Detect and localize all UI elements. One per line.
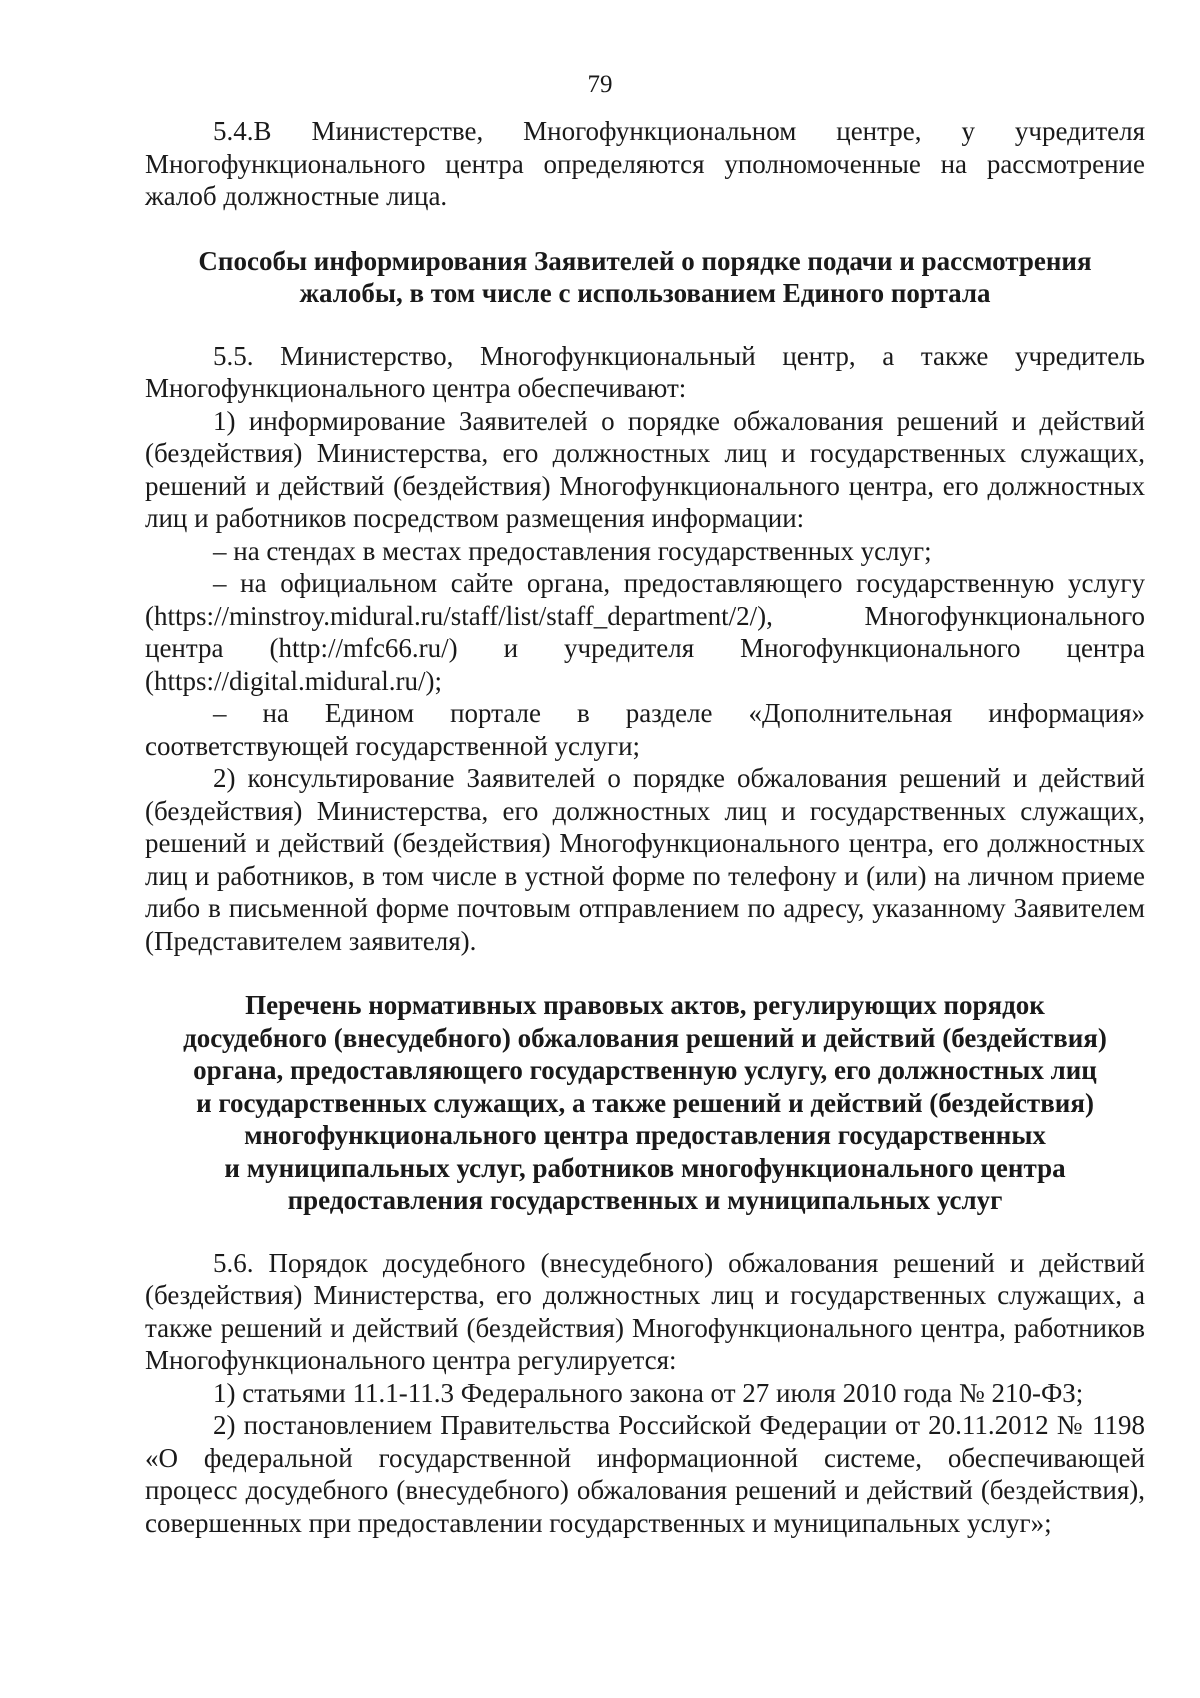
paragraph-5-5-dash-3: – на Едином портале в разделе «Дополнительная информация» соответствующей государственной услуги; — [145, 698, 1145, 761]
heading-line: Перечень нормативных правовых актов, регулирующих порядок — [245, 990, 1045, 1020]
paragraph-5-5-item-1: 1) информирование Заявителей о порядке обжалования решений и действий (бездействия) Министерства, его должностных лиц и государственных служащих, решений и действий (бездействия) Многофункционального центра, его должностных лиц и работников посредством размещения информации: — [145, 405, 1145, 533]
heading-line: органа, предоставляющего государственную услугу, его должностных лиц — [193, 1055, 1097, 1085]
paragraph-5-6-intro: 5.6. Порядок досудебного (внесудебного) обжалования решений и действий (бездействия) Министерства, его должностных лиц и государственных служащих, а также решений и действий (бездействия) Многофункционального центра, работников Многофункционального центра регулируется: — [145, 1247, 1145, 1375]
paragraph-5-5-item-2: 2) консультирование Заявителей о порядке обжалования решений и действий (бездействия) Министерства, его должностных лиц и государственных служащих, решений и действий (бездействия) Многофункционального центра, его должностных лиц и работников, в том числе в устной форме по телефону и (или) на личном приеме либо в письменной форме почтовым отправлением по адресу, указанному Заявителем (Представителем заявителя). — [145, 763, 1145, 956]
paragraph-5-5-intro: 5.5. Министерство, Многофункциональный центр, а также учредитель Многофункционального центра обеспечивают: — [145, 340, 1145, 403]
paragraph-5-6-item-1: 1) статьями 11.1-11.3 Федерального закона от 27 июля 2010 года № 210-ФЗ; — [213, 1377, 1084, 1408]
heading-line: Способы информирования Заявителей о порядке подачи и рассмотрения — [198, 245, 1092, 276]
page-number: 79 — [587, 71, 613, 98]
paragraph-5-4: 5.4.В Министерстве, Многофункциональном центре, у учредителя Многофункционального центра определяются уполномоченные на рассмотрение жалоб должностные лица. — [145, 116, 1145, 211]
heading-line: и государственных служащих, а также решений и действий (бездействия) — [196, 1087, 1094, 1118]
heading-line: и муниципальных услуг, работников многофункционального центра — [224, 1152, 1066, 1183]
document-body — [145, 115, 1145, 1539]
heading-line: досудебного (внесудебного) обжалования решений и действий (бездействия) — [183, 1022, 1107, 1053]
heading-line: предоставления государственных и муниципальных услуг — [287, 1185, 1003, 1215]
paragraph-5-5-dash-1: – на стендах в местах предоставления государственных услуг; — [213, 535, 932, 566]
heading-line: жалобы, в том числе с использованием Единого портала — [299, 278, 991, 308]
paragraph-5-6-item-2: 2) постановлением Правительства Российской Федерации от 20.11.2012 № 1198 «О федеральной государственной информационной системе, обеспечивающей процесс досудебного (внесудебного) обжалования решений и действий (бездействия), совершенных при предоставлении государственных и муниципальных услуг»; — [145, 1410, 1145, 1538]
paragraph-5-5-dash-2: – на официальном сайте органа, предоставляющего государственную услугу (https://minstroy.midural.ru/staff/list/staff_department/2/), Многофункционального центра (http://mfc66.ru/) и учредителя Многофункционального центра (https://digital.midural.ru/); — [145, 568, 1145, 696]
heading-line: многофункционального центра предоставления государственных — [244, 1120, 1046, 1150]
section-heading-legal-acts — [145, 989, 1145, 1217]
section-heading-complaint-info — [145, 245, 1145, 310]
